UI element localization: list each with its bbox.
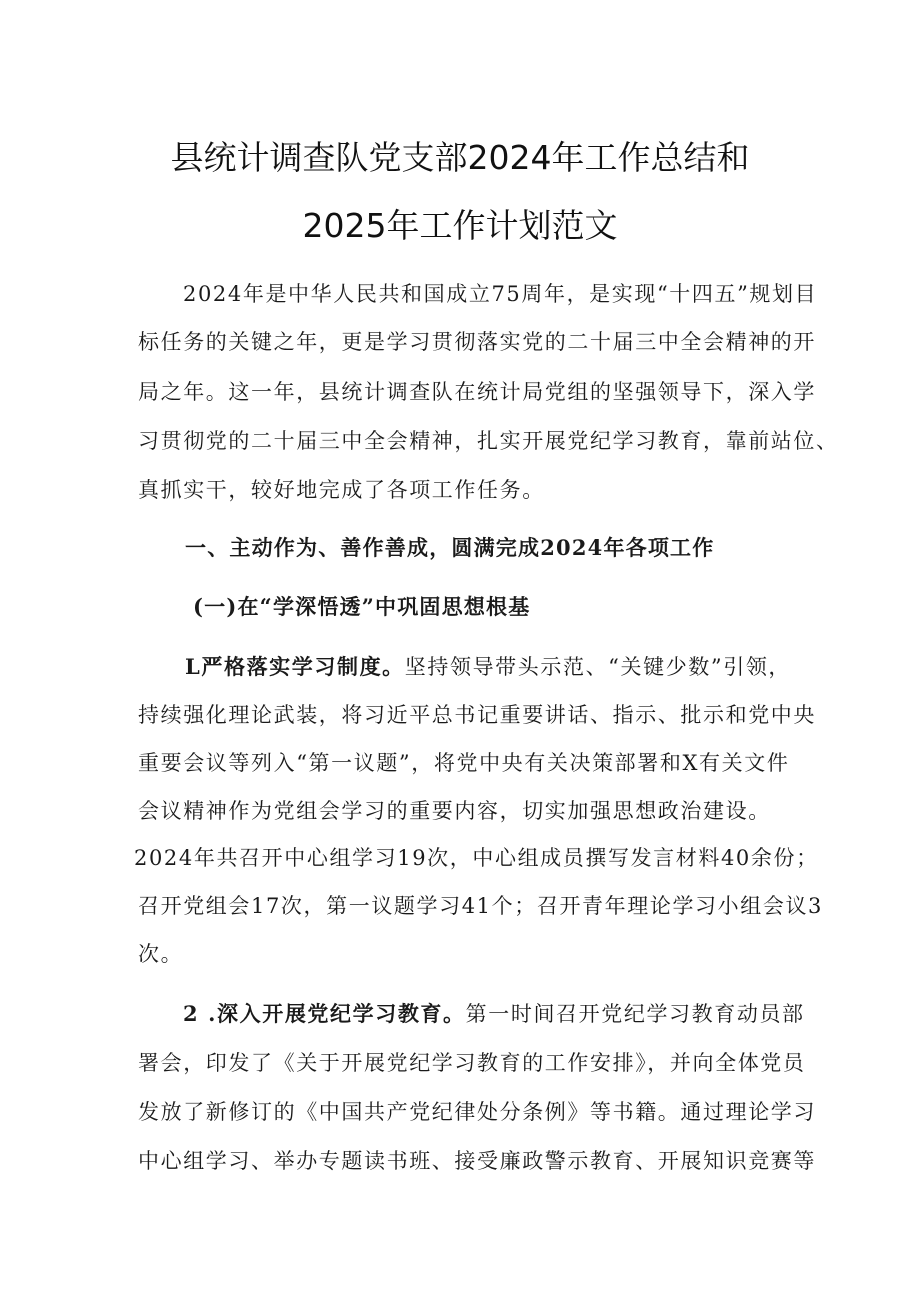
item2-line: 署会，印发了《关于开展党纪学习教育的工作安排》，并向全体党员 — [138, 1051, 806, 1075]
item1-line: 会议精神作为党组会学习的重要内容，切实加强思想政治建设。 — [138, 799, 771, 823]
item2-first-line — [183, 999, 805, 1029]
item1-line: 次。 — [138, 942, 184, 966]
item2-line: 发放了新修订的《中国共产党纪律处分条例》等书籍。通过理论学习 — [138, 1100, 816, 1124]
item1-line: 召开党组会17次，第一议题学习41个；召开青年理论学习小组会议3 — [138, 894, 824, 918]
intro-line: 2024年是中华人民共和国成立75周年，是实现“十四五”规划目 — [183, 282, 818, 306]
intro-line: 习贯彻党的二十届三中全会精神，扎实开展党纪学习教育，靠前站位、 — [138, 429, 839, 453]
item2-line: 中心组学习、举办专题读书班、接受廉政警示教育、开展知识竞赛等 — [138, 1149, 816, 1173]
item1-line: 持续强化理论武装，将习近平总书记重要讲话、指示、批示和党中央 — [138, 703, 816, 727]
document-title-line1: 县统计调查队党支部2024年工作总结和 — [170, 138, 750, 177]
item2-lead: 2 .深入开展党纪学习教育。 — [183, 1001, 466, 1026]
item1-first-line — [185, 652, 791, 682]
intro-line: 标任务的关键之年，更是学习贯彻落实党的二十届三中全会精神的开 — [138, 330, 816, 354]
document-title-line2: 2025年工作计划范文 — [302, 206, 618, 245]
intro-line: 局之年。这一年，县统计调查队在统计局党组的坚强领导下，深入学 — [138, 380, 816, 404]
item1-text: 坚持领导带头示范、“关键少数”引领， — [404, 655, 792, 679]
subsection-heading: (一)在“学深悟透”中巩固思想根基 — [193, 594, 531, 619]
intro-line: 真抓实干，较好地完成了各项工作任务。 — [138, 478, 545, 502]
item2-text: 第一时间召开党纪学习教育动员部 — [465, 1002, 805, 1026]
item1-lead: L严格落实学习制度。 — [185, 654, 405, 679]
item1-line: 2024年共召开中心组学习19次，中心组成员撰写发言材料40余份； — [134, 846, 819, 870]
item1-line: 重要会议等列入“第一议题”，将党中央有关决策部署和X有关文件 — [138, 751, 790, 775]
section-heading: 一、主动作为、善作善成，圆满完成2024年各项工作 — [185, 535, 715, 560]
